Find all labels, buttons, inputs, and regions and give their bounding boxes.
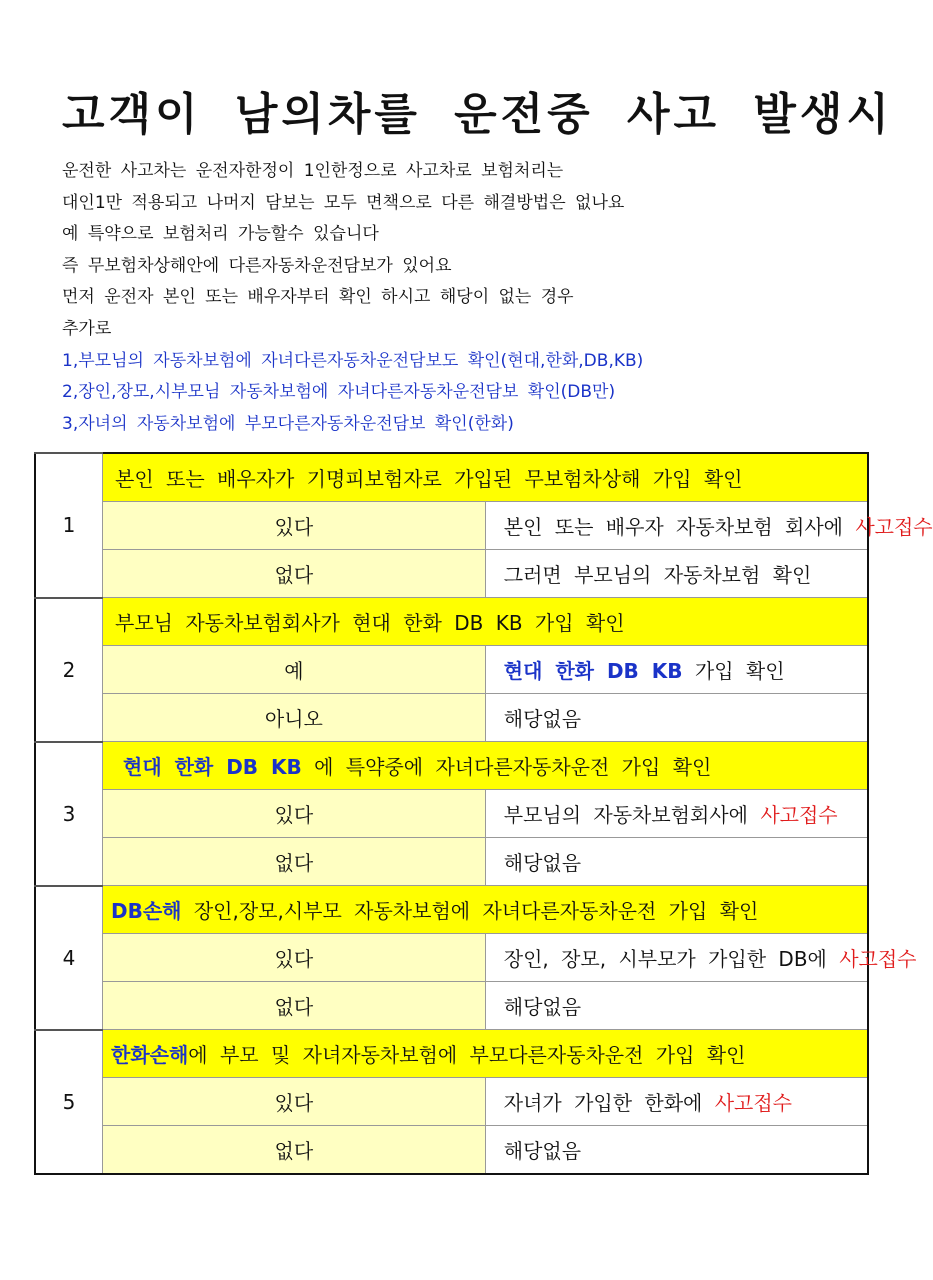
section-header bbox=[103, 453, 869, 502]
option-cell: 아니오 bbox=[103, 694, 486, 742]
intro-line: 예 특약으로 보험처리 가능할수 있습니다 bbox=[62, 224, 379, 245]
section-header-row bbox=[35, 742, 868, 790]
result-text: 해당없음 bbox=[503, 995, 582, 1019]
option-cell: 없다 bbox=[103, 838, 486, 886]
result-text: 그러면 부모님의 자동차보험 확인 bbox=[503, 563, 812, 587]
section-header-text: 에 특약중에 자녀다른자동차운전 가입 확인 bbox=[301, 755, 712, 779]
section-header bbox=[103, 886, 869, 934]
check-item-1: 1,부모님의 자동차보험에 자녀다른자동차운전담보도 확인(현대,한화,DB,KB) bbox=[62, 350, 644, 371]
section-number: 4 bbox=[35, 886, 103, 1030]
table-row bbox=[35, 550, 868, 598]
insurer-list: 현대 한화 DB KB bbox=[503, 659, 683, 683]
result-cell bbox=[485, 982, 868, 1030]
result-cell bbox=[485, 1126, 868, 1175]
table-row bbox=[35, 982, 868, 1030]
section-header bbox=[103, 1030, 869, 1078]
intro-line: 추가로 bbox=[62, 318, 112, 339]
option-cell: 없다 bbox=[103, 982, 486, 1030]
accident-report-highlight: 사고접수 bbox=[760, 803, 838, 827]
section-header-row bbox=[35, 886, 868, 934]
result-text: 자녀가 가입한 한화에 bbox=[503, 1091, 715, 1115]
option-cell: 있다 bbox=[103, 790, 486, 838]
result-text: 부모님의 자동차보험회사에 bbox=[503, 803, 761, 827]
option-cell: 없다 bbox=[103, 1126, 486, 1175]
result-cell bbox=[485, 694, 868, 742]
option-cell: 있다 bbox=[103, 502, 486, 550]
intro-paragraph bbox=[62, 156, 643, 440]
accident-report-highlight: 사고접수 bbox=[714, 1091, 792, 1115]
intro-line: 먼저 운전자 본인 또는 배우자부터 확인 하시고 해당이 없는 경우 bbox=[62, 287, 574, 308]
result-text: 본인 또는 배우자 자동차보험 회사에 bbox=[503, 515, 856, 539]
result-text: 해당없음 bbox=[503, 707, 582, 731]
option-cell: 있다 bbox=[103, 1078, 486, 1126]
check-item-3: 3,자녀의 자동차보험에 부모다른자동차운전담보 확인(한화) bbox=[62, 413, 514, 434]
option-cell: 예 bbox=[103, 646, 486, 694]
table-row bbox=[35, 1078, 868, 1126]
intro-line: 대인1만 적용되고 나머지 담보는 모두 면책으로 다른 해결방법은 없나요 bbox=[62, 192, 625, 213]
option-cell: 있다 bbox=[103, 934, 486, 982]
table-row bbox=[35, 1126, 868, 1175]
section-header-row bbox=[35, 1030, 868, 1078]
decision-table bbox=[34, 452, 933, 1175]
section-header-text: 부모님 자동차보험회사가 현대 한화 DB KB 가입 확인 bbox=[115, 611, 625, 635]
result-cell bbox=[485, 1078, 868, 1126]
result-cell bbox=[485, 502, 933, 550]
result-cell bbox=[485, 550, 868, 598]
table-row bbox=[35, 694, 868, 742]
table-row bbox=[35, 934, 868, 982]
table-row bbox=[35, 502, 868, 550]
section-number: 2 bbox=[35, 598, 103, 742]
result-cell bbox=[485, 646, 868, 694]
result-text: 해당없음 bbox=[503, 851, 582, 875]
section-header bbox=[103, 598, 869, 646]
table-row bbox=[35, 646, 868, 694]
intro-line: 즉 무보험차상해안에 다른자동차운전담보가 있어요 bbox=[62, 255, 452, 276]
option-cell: 없다 bbox=[103, 550, 486, 598]
result-cell bbox=[485, 838, 868, 886]
accident-report-highlight: 사고접수 bbox=[855, 515, 933, 539]
accident-report-highlight: 사고접수 bbox=[839, 947, 917, 971]
result-text: 장인, 장모, 시부모가 가입한 DB에 bbox=[503, 947, 840, 971]
result-cell bbox=[485, 934, 917, 982]
page-title: 고객이 남의차를 운전중 사고 발생시 bbox=[62, 89, 893, 140]
section-header-text: 본인 또는 배우자가 기명피보험자로 가입된 무보험차상해 가입 확인 bbox=[115, 467, 743, 491]
section-number: 3 bbox=[35, 742, 103, 886]
table-row bbox=[35, 838, 868, 886]
result-cell bbox=[485, 790, 868, 838]
section-number: 5 bbox=[35, 1030, 103, 1175]
check-item-2: 2,장인,장모,시부모님 자동차보험에 자녀다른자동차운전담보 확인(DB만) bbox=[62, 382, 616, 403]
insurer-name: DB손해 bbox=[111, 899, 182, 923]
insurer-list: 현대 한화 DB KB bbox=[123, 755, 302, 779]
intro-line: 운전한 사고차는 운전자한정이 1인한정으로 사고차로 보험처리는 bbox=[62, 161, 564, 181]
section-header-row bbox=[35, 453, 868, 502]
section-header-text: 장인,장모,시부모 자동차보험에 자녀다른자동차운전 가입 확인 bbox=[181, 899, 759, 923]
result-text: 가입 확인 bbox=[682, 659, 785, 683]
section-header bbox=[103, 742, 869, 790]
section-number: 1 bbox=[35, 453, 103, 598]
insurer-name: 한화손해 bbox=[111, 1043, 189, 1067]
section-header-text: 에 부모 및 자녀자동차보험에 부모다른자동차운전 가입 확인 bbox=[188, 1043, 746, 1067]
section-header-row bbox=[35, 598, 868, 646]
result-text: 해당없음 bbox=[503, 1139, 582, 1163]
table-row bbox=[35, 790, 868, 838]
